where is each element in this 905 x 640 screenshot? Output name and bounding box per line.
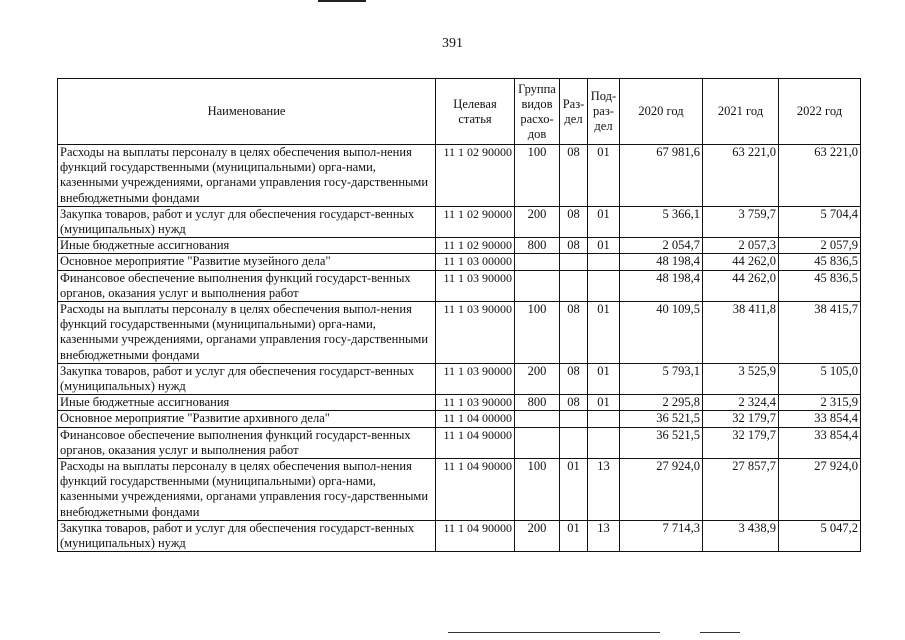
cell-2022: 2 057,9 bbox=[779, 238, 861, 254]
cell-2022: 45 836,5 bbox=[779, 270, 861, 301]
cell-group bbox=[515, 254, 560, 270]
cell-name: Иные бюджетные ассигнования bbox=[58, 238, 436, 254]
cell-section bbox=[560, 270, 588, 301]
cell-section: 08 bbox=[560, 206, 588, 237]
cell-name: Иные бюджетные ассигнования bbox=[58, 395, 436, 411]
cell-2021: 27 857,7 bbox=[703, 459, 779, 521]
cell-section: 08 bbox=[560, 363, 588, 394]
cell-subsection: 01 bbox=[588, 145, 620, 207]
budget-table bbox=[57, 78, 861, 552]
cell-group: 100 bbox=[515, 302, 560, 364]
header-group: Группа видов расхо-дов bbox=[515, 79, 560, 145]
cell-2022: 33 854,4 bbox=[779, 427, 861, 458]
cell-target-code: 11 1 02 90000 bbox=[436, 238, 515, 254]
cell-2022: 45 836,5 bbox=[779, 254, 861, 270]
cell-subsection bbox=[588, 254, 620, 270]
cell-target-code: 11 1 02 90000 bbox=[436, 206, 515, 237]
table-row bbox=[58, 459, 861, 521]
cell-2021: 32 179,7 bbox=[703, 411, 779, 427]
cell-group bbox=[515, 411, 560, 427]
cell-group: 800 bbox=[515, 395, 560, 411]
cell-section bbox=[560, 411, 588, 427]
cell-target-code: 11 1 03 90000 bbox=[436, 302, 515, 364]
cell-section: 01 bbox=[560, 520, 588, 551]
scan-artifact-bottom-2 bbox=[700, 632, 740, 633]
cell-2020: 27 924,0 bbox=[620, 459, 703, 521]
table-row bbox=[58, 520, 861, 551]
scan-artifact-bottom bbox=[448, 632, 660, 633]
cell-target-code: 11 1 04 90000 bbox=[436, 427, 515, 458]
header-row bbox=[58, 79, 861, 145]
cell-name: Финансовое обеспечение выполнения функций государст-венных органов, оказания услуг и выполнения работ bbox=[58, 270, 436, 301]
cell-name: Расходы на выплаты персоналу в целях обеспечения выпол-нения функций государственными (муниципальными) орга-нами, казенными учреждениями, органами управления госу-дарственными внебюджетными фондами bbox=[58, 145, 436, 207]
cell-2020: 48 198,4 bbox=[620, 270, 703, 301]
table-row bbox=[58, 238, 861, 254]
cell-2020: 2 054,7 bbox=[620, 238, 703, 254]
header-section: Раз-дел bbox=[560, 79, 588, 145]
table-row bbox=[58, 145, 861, 207]
cell-2021: 2 324,4 bbox=[703, 395, 779, 411]
cell-2022: 38 415,7 bbox=[779, 302, 861, 364]
cell-2022: 5 047,2 bbox=[779, 520, 861, 551]
cell-2022: 27 924,0 bbox=[779, 459, 861, 521]
cell-group: 100 bbox=[515, 145, 560, 207]
cell-2022: 2 315,9 bbox=[779, 395, 861, 411]
table-row bbox=[58, 302, 861, 364]
cell-name: Основное мероприятие "Развитие архивного дела" bbox=[58, 411, 436, 427]
cell-section bbox=[560, 254, 588, 270]
cell-2021: 3 438,9 bbox=[703, 520, 779, 551]
cell-target-code: 11 1 03 90000 bbox=[436, 363, 515, 394]
header-subsection: Под-раз-дел bbox=[588, 79, 620, 145]
header-2020: 2020 год bbox=[620, 79, 703, 145]
cell-name: Финансовое обеспечение выполнения функций государст-венных органов, оказания услуг и выполнения работ bbox=[58, 427, 436, 458]
cell-2020: 36 521,5 bbox=[620, 411, 703, 427]
table-row bbox=[58, 427, 861, 458]
cell-group bbox=[515, 427, 560, 458]
cell-2021: 32 179,7 bbox=[703, 427, 779, 458]
cell-2022: 5 105,0 bbox=[779, 363, 861, 394]
cell-group bbox=[515, 270, 560, 301]
cell-name: Основное мероприятие "Развитие музейного дела" bbox=[58, 254, 436, 270]
cell-2020: 5 366,1 bbox=[620, 206, 703, 237]
cell-2020: 48 198,4 bbox=[620, 254, 703, 270]
cell-2021: 3 759,7 bbox=[703, 206, 779, 237]
cell-target-code: 11 1 04 90000 bbox=[436, 520, 515, 551]
cell-name: Закупка товаров, работ и услуг для обеспечения государст-венных (муниципальных) нужд bbox=[58, 206, 436, 237]
cell-target-code: 11 1 02 90000 bbox=[436, 145, 515, 207]
cell-target-code: 11 1 03 90000 bbox=[436, 395, 515, 411]
cell-2020: 67 981,6 bbox=[620, 145, 703, 207]
table-row bbox=[58, 411, 861, 427]
cell-section: 08 bbox=[560, 302, 588, 364]
cell-target-code: 11 1 03 90000 bbox=[436, 270, 515, 301]
table-row bbox=[58, 270, 861, 301]
table-row bbox=[58, 363, 861, 394]
cell-2021: 44 262,0 bbox=[703, 254, 779, 270]
header-2022: 2022 год bbox=[779, 79, 861, 145]
cell-subsection: 01 bbox=[588, 395, 620, 411]
cell-subsection: 01 bbox=[588, 302, 620, 364]
cell-section: 08 bbox=[560, 238, 588, 254]
cell-section: 08 bbox=[560, 145, 588, 207]
cell-group: 200 bbox=[515, 520, 560, 551]
cell-section bbox=[560, 427, 588, 458]
cell-section: 01 bbox=[560, 459, 588, 521]
header-target: Целевая статья bbox=[436, 79, 515, 145]
cell-target-code: 11 1 04 00000 bbox=[436, 411, 515, 427]
cell-2020: 2 295,8 bbox=[620, 395, 703, 411]
cell-2021: 63 221,0 bbox=[703, 145, 779, 207]
table-row bbox=[58, 254, 861, 270]
cell-subsection bbox=[588, 411, 620, 427]
cell-subsection bbox=[588, 427, 620, 458]
cell-group: 200 bbox=[515, 206, 560, 237]
cell-name: Расходы на выплаты персоналу в целях обеспечения выпол-нения функций государственными (муниципальными) орга-нами, казенными учреждениями, органами управления госу-дарственными внебюджетными фондами bbox=[58, 302, 436, 364]
cell-2020: 5 793,1 bbox=[620, 363, 703, 394]
cell-group: 800 bbox=[515, 238, 560, 254]
cell-subsection: 13 bbox=[588, 520, 620, 551]
cell-subsection: 01 bbox=[588, 363, 620, 394]
cell-2022: 33 854,4 bbox=[779, 411, 861, 427]
cell-subsection bbox=[588, 270, 620, 301]
cell-subsection: 01 bbox=[588, 206, 620, 237]
cell-2021: 3 525,9 bbox=[703, 363, 779, 394]
cell-section: 08 bbox=[560, 395, 588, 411]
header-2021: 2021 год bbox=[703, 79, 779, 145]
cell-group: 100 bbox=[515, 459, 560, 521]
cell-2020: 36 521,5 bbox=[620, 427, 703, 458]
cell-2020: 40 109,5 bbox=[620, 302, 703, 364]
cell-name: Закупка товаров, работ и услуг для обеспечения государст-венных (муниципальных) нужд bbox=[58, 363, 436, 394]
header-name: Наименование bbox=[58, 79, 436, 145]
cell-group: 200 bbox=[515, 363, 560, 394]
cell-2022: 63 221,0 bbox=[779, 145, 861, 207]
cell-name: Расходы на выплаты персоналу в целях обеспечения выпол-нения функций государственными (муниципальными) орга-нами, казенными учреждениями, органами управления госу-дарственными внебюджетными фондами bbox=[58, 459, 436, 521]
cell-target-code: 11 1 03 00000 bbox=[436, 254, 515, 270]
cell-subsection: 13 bbox=[588, 459, 620, 521]
cell-target-code: 11 1 04 90000 bbox=[436, 459, 515, 521]
cell-2021: 38 411,8 bbox=[703, 302, 779, 364]
cell-2021: 44 262,0 bbox=[703, 270, 779, 301]
cell-2021: 2 057,3 bbox=[703, 238, 779, 254]
table-row bbox=[58, 395, 861, 411]
scan-artifact-top bbox=[318, 0, 366, 2]
cell-2022: 5 704,4 bbox=[779, 206, 861, 237]
page-number: 391 bbox=[442, 36, 463, 51]
cell-2020: 7 714,3 bbox=[620, 520, 703, 551]
cell-name: Закупка товаров, работ и услуг для обеспечения государст-венных (муниципальных) нужд bbox=[58, 520, 436, 551]
cell-subsection: 01 bbox=[588, 238, 620, 254]
table-body bbox=[58, 145, 861, 552]
table-row bbox=[58, 206, 861, 237]
